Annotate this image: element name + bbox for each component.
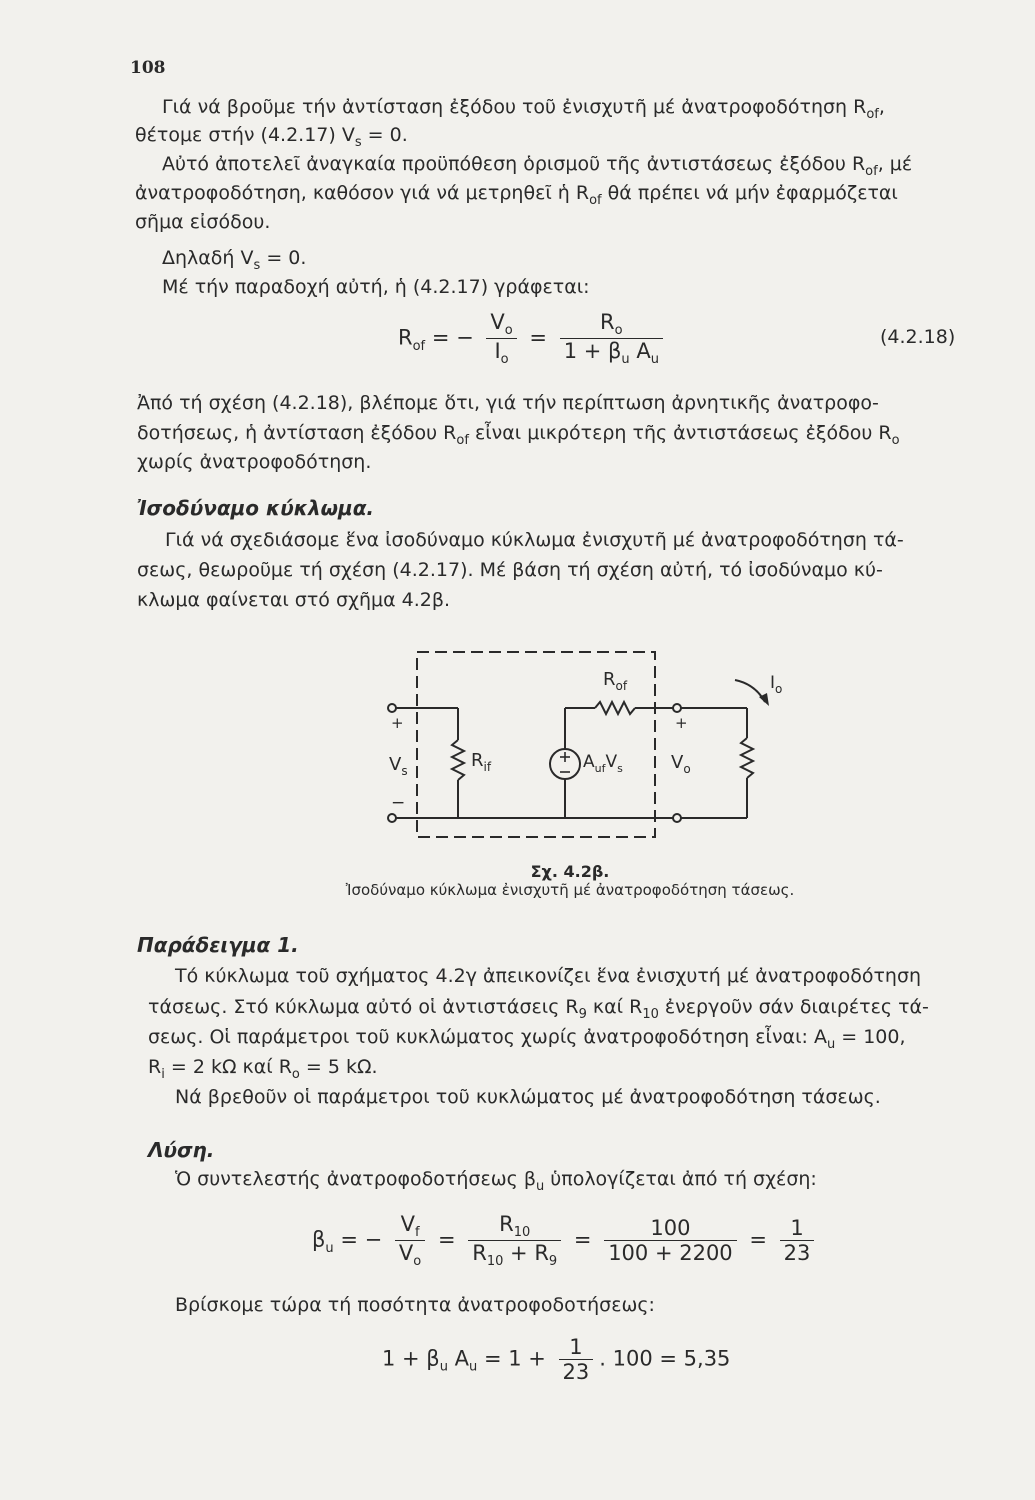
text-line: Ὁ συντελεστής ἀνατροφοδοτήσεως $\beta_u$ ὑπολογίζεται ἀπό τή σχέση:: [175, 1168, 817, 1194]
text-line: δοτήσεως, ἡ ἀντίσταση ἐξόδου $R_{of}$ εἶναι μικρότερη τῆς ἀντιστάσεως ἐξόδου $R_o$: [137, 422, 900, 448]
text-line: κλωμα φαίνεται στό σχῆμα 4.2β.: [137, 589, 451, 611]
fraction-vo-io: $\frac{V_o}{I_o}$: [486, 310, 516, 367]
fraction-vf-vo: $\frac{V_f}{V_o}$: [395, 1212, 425, 1269]
rif-label: $R_{if}$: [471, 750, 492, 774]
text-line: Γιά νά βροῦμε τήν ἀντίσταση ἐξόδου τοῦ ἐνισχυτῆ μέ ἀνατροφοδότηση $R_{of}$,: [162, 96, 885, 122]
input-terminal-bottom: [388, 814, 396, 822]
text-line: Δηλαδή $V_s = 0$.: [162, 247, 307, 273]
figure-caption: [300, 862, 840, 899]
input-plus-sign: +: [391, 714, 404, 732]
text-line: Νά βρεθοῦν οἱ παράμετροι τοῦ κυκλώματος μέ ἀνατροφοδότηση τάσεως.: [175, 1086, 881, 1108]
text-line: θέτομε στήν (4.2.17) $V_s = 0$.: [135, 124, 408, 150]
text-line: τάσεως. Στό κύκλωμα αὐτό οἱ ἀντιστάσεις $R_9$ καί $R_{10}$ ἐνεργοῦν σάν διαιρέτες τά-: [148, 996, 929, 1022]
output-terminal-top: [673, 704, 681, 712]
rof-resistor: [595, 702, 635, 714]
output-terminal-bottom: [673, 814, 681, 822]
rof-label: $R_{of}$: [603, 669, 628, 693]
fraction-r10: $\frac{R_{10}}{R_{10} + R_9}$: [468, 1212, 561, 1269]
figure-label: Σχ. 4.2β.: [530, 862, 610, 881]
vo-label: $V_o$: [671, 752, 691, 776]
text-line: χωρίς ἀνατροφοδότηση.: [137, 451, 372, 473]
text-line: $R_i = 2$ kΩ καί $R_o = 5$ kΩ.: [148, 1056, 378, 1082]
load-resistor: [741, 738, 753, 778]
text-line: Μέ τήν παραδοχή αὐτή, ἡ (4.2.17) γράφεται:: [162, 276, 590, 298]
equation-4-2-18: $R_{of}$ = − $\frac{V_o}{I_o}$ = $\frac{R_o}{1 + \beta_u A_u}$: [398, 310, 669, 367]
equation-number: (4.2.18): [880, 326, 956, 348]
text-line: σῆμα εἰσόδου.: [135, 211, 271, 233]
text-line: Ἀπό τή σχέση (4.2.18), βλέπομε ὅτι, γιά τήν περίπτωση ἀρνητικῆς ἀνατροφο-: [137, 392, 879, 414]
text-line: Βρίσκομε τώρα τή ποσότητα ἀνατροφοδοτήσεως:: [175, 1294, 655, 1316]
text-line: σεως. Οἱ παράμετροι τοῦ κυκλώματος χωρίς ἀνατροφοδότηση εἶναι: $A_u = 100$,: [148, 1026, 906, 1052]
figure-caption-text: Ἰσοδύναμο κύκλωμα ἐνισχυτῆ μέ ἀνατροφοδότηση τάσεως.: [345, 881, 795, 899]
io-label: $I_o$: [770, 673, 783, 696]
input-terminal-top: [388, 704, 396, 712]
text-line: σεως, θεωροῦμε τή σχέση (4.2.17). Μέ βάση τή σχέση αὐτή, τό ἰσοδύναμο κύ-: [137, 559, 883, 581]
fraction-100: $\frac{100}{100 + 2200}$: [604, 1216, 736, 1265]
page-number: 108: [130, 58, 166, 78]
text-line: Γιά νά σχεδιάσομε ἕνα ἰσοδύναμο κύκλωμα ἐνισχυτῆ μέ ἀνατροφοδότηση τά-: [165, 529, 904, 551]
heading-example: Παράδειγμα 1.: [137, 933, 299, 957]
current-arrow: [735, 680, 765, 702]
circuit-diagram: [355, 640, 815, 865]
fraction-1-23: $\frac{1}{23}$: [780, 1216, 815, 1265]
heading-solution: Λύση.: [148, 1138, 215, 1162]
vs-label: $V_s$: [389, 754, 408, 778]
text-line: ἀνατροφοδότηση, καθόσον γιά νά μετρηθεῖ ἡ $R_{of}$ θά πρέπει νά μήν ἐφαρμόζεται: [135, 182, 898, 208]
fraction-1-23: $\frac{1}{23}$: [559, 1335, 594, 1384]
fraction-ro: $\frac{R_o}{1 + \beta_u A_u}$: [560, 310, 663, 367]
rif-resistor: [452, 740, 464, 780]
heading-equivalent-circuit: Ἰσοδύναμο κύκλωμα.: [137, 496, 375, 520]
text-line: Αὐτό ἀποτελεῖ ἀναγκαία προϋπόθεση ὁρισμοῦ τῆς ἀντιστάσεως ἐξόδου $R_{of}$, μέ: [162, 153, 913, 179]
output-plus-sign: +: [675, 714, 688, 732]
equation-beta: $\beta_u$ = − $\frac{V_f}{V_o}$ = $\frac{R_{10}}{R_{10} + R_9}$ = $\frac{100}{100 + 2200}$ = $\frac{1}{23}$: [312, 1212, 820, 1269]
input-minus-sign: −: [391, 793, 406, 813]
text-line: Τό κύκλωμα τοῦ σχήματος 4.2γ ἀπεικονίζει ἕνα ἐνισχυτή μέ ἀνατροφοδότηση: [175, 965, 922, 987]
source-label: $A_{uf}V_s$: [583, 752, 623, 775]
equation-feedback-quantity: $1 + \beta_u$ $A_u = 1$ + $\frac{1}{23}$ . 100 = 5,35: [382, 1335, 731, 1384]
